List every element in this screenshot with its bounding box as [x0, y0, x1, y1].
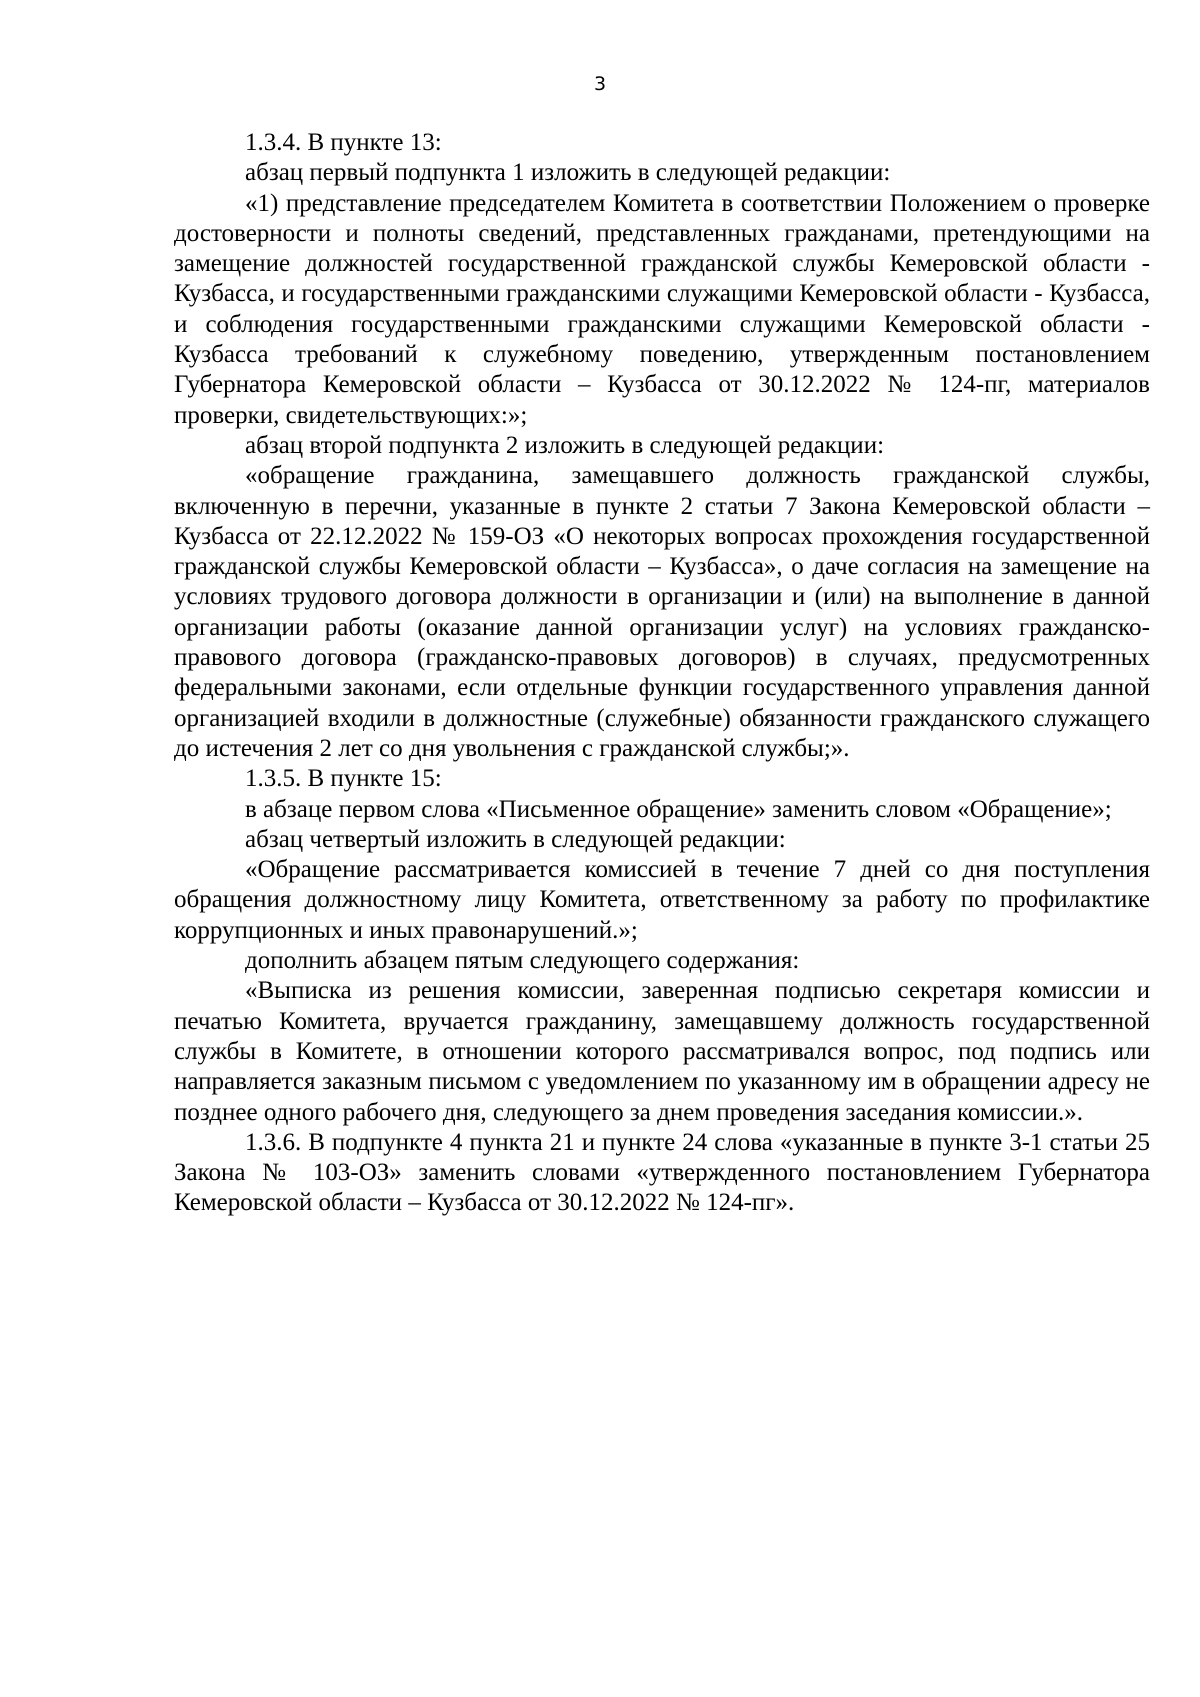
paragraph-first-abzac-change: в абзаце первом слова «Письменное обращение» заменить словом «Обращение»; — [245, 795, 1112, 823]
paragraph-clause-1-3-6: 1.3.6. В подпункте 4 пункта 21 и пункте 24 слова «указанные в пункте 3-1 статьи 25 Закона № 103-ОЗ» заменить словами «утвержденного постановлением Губернатора Кемеровской области – Кузбасса от 30.12.2022 № 124-пг». — [174, 1128, 1150, 1217]
paragraph-clause-1-3-4: 1.3.4. В пункте 13: — [245, 129, 442, 156]
paragraph-instruction-subclause-2: абзац второй подпункта 2 изложить в следующей редакции: — [245, 431, 885, 459]
paragraph-clause-1-3-5: 1.3.5. В пункте 15: — [245, 765, 442, 793]
paragraph-instruction-abzac-5: дополнить абзацем пятым следующего содержания: — [245, 947, 800, 975]
paragraph-instruction-abzac-4: абзац четвертый изложить в следующей редакции: — [245, 825, 786, 853]
paragraph-instruction-subclause-1: абзац первый подпункта 1 изложить в следующей редакции: — [245, 159, 891, 187]
paragraph-subclause-2-text: «обращение гражданина, замещавшего должность гражданской службы, включенную в перечни, указанные в пункте 2 статьи 7 Закона Кемеровской области – Кузбасса от 22.12.2022 № 159-ОЗ «О некоторых вопросах прохождения государственной гражданской службы Кемеровской области – Кузбасса», о даче согласия на замещение на условиях трудового договора должности в организации и (или) на выполнение в данной организации работы (оказание данной организации услуг) на условиях гражданско-правового договора (гражданско-правовых договоров) в случаях, предусмотренных федеральными законами, если отдельные функции государственного управления данной организацией входили в должностные (служебные) обязанности гражданского служащего до истечения 2 лет со дня увольнения с гражданской службы;». — [174, 462, 1150, 762]
page-number: 3 — [593, 73, 607, 95]
document-body — [174, 128, 1150, 1219]
paragraph-abzac-4-text: «Обращение рассматривается комиссией в течение 7 дней со дня поступления обращения должностному лицу Комитета, ответственному за работу по профилактике коррупционных и иных правонарушений.»; — [174, 856, 1150, 944]
paragraph-abzac-5-text: «Выписка из решения комиссии, заверенная подписью секретаря комиссии и печатью Комитета, вручается гражданину, замещавшему должность государственной службы в Комитете, в отношении которого рассматривался вопрос, под подпись или направляется заказным письмом с уведомлением по указанному им в обращении адресу не позднее одного рабочего дня, следующего за днем проведения заседания комиссии.». — [174, 977, 1150, 1126]
paragraph-subclause-1-text: «1) представление председателем Комитета в соответствии Положением о проверке достоверности и полноты сведений, представленных гражданами, претендующими на замещение должностей государственной гражданской службы Кемеровской области - Кузбасса, и государственными гражданскими служащими Кемеровской области - Кузбасса, и соблюдения государственными гражданскими служащими Кемеровской области - Кузбасса требований к служебному поведению, утвержденным постановлением Губернатора Кемеровской области – Кузбасса от 30.12.2022 № 124-пг, материалов проверки, свидетельствующих:»; — [174, 189, 1150, 429]
